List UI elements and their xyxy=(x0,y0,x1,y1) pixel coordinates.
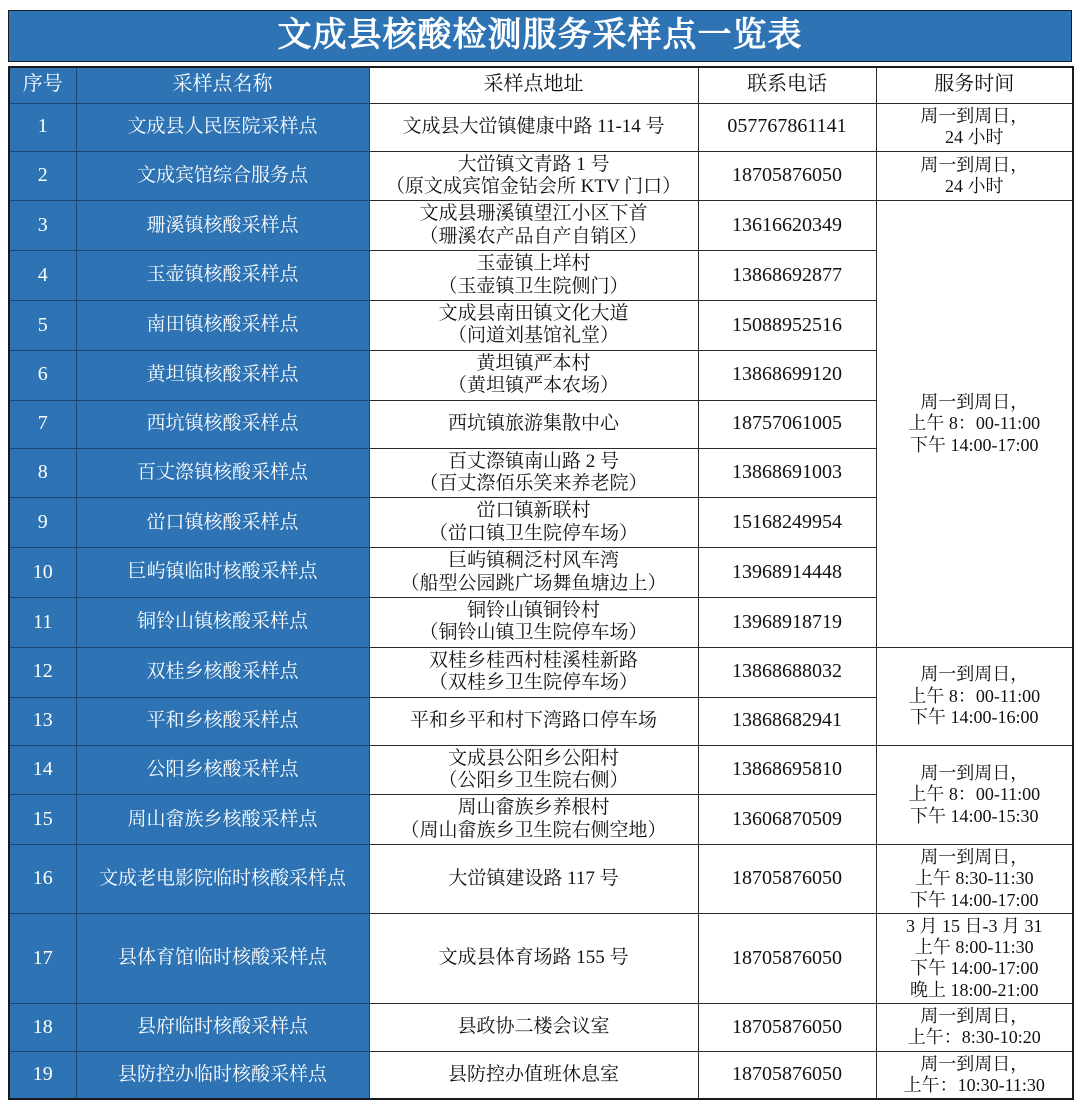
sampling-points-table xyxy=(8,66,1074,1100)
row-no-cell: 7 xyxy=(9,400,76,448)
row-no-cell: 8 xyxy=(9,448,76,498)
table-header xyxy=(9,67,1073,103)
row-no-cell: 14 xyxy=(9,745,76,795)
row-phone-cell: 13868699120 xyxy=(698,350,876,400)
row-phone-cell: 13868691003 xyxy=(698,448,876,498)
row-no-cell: 6 xyxy=(9,350,76,400)
table-row xyxy=(9,151,1073,201)
row-no-cell: 18 xyxy=(9,1003,76,1051)
row-no-cell: 3 xyxy=(9,201,76,251)
row-phone-cell: 13868692877 xyxy=(698,251,876,301)
row-service-time-cell: 周一到周日， 上午 8：00-11:00 下午 14:00-16:00 xyxy=(876,647,1073,745)
table-row xyxy=(9,1003,1073,1051)
col-header-name: 采样点名称 xyxy=(76,67,369,103)
col-header-phone: 联系电话 xyxy=(698,67,876,103)
row-address-cell: 县政协二楼会议室 xyxy=(369,1003,698,1051)
row-service-time-cell: 周一到周日， 24 小时 xyxy=(876,151,1073,201)
row-name-cell: 百丈漈镇核酸采样点 xyxy=(76,448,369,498)
table-row xyxy=(9,103,1073,151)
row-address-cell: 巨屿镇稠泛村风车湾 （船型公园跳广场舞鱼塘边上） xyxy=(369,548,698,598)
row-phone-cell: 13868688032 xyxy=(698,647,876,697)
row-phone-cell: 13616620349 xyxy=(698,201,876,251)
row-name-cell: 珊溪镇核酸采样点 xyxy=(76,201,369,251)
header-row xyxy=(9,67,1073,103)
row-phone-cell: 18705876050 xyxy=(698,845,876,914)
row-name-cell: 黄坦镇核酸采样点 xyxy=(76,350,369,400)
row-service-time-cell: 周一到周日， 上午：10:30-11:30 xyxy=(876,1051,1073,1099)
row-address-cell: 玉壶镇上垟村 （玉壶镇卫生院侧门） xyxy=(369,251,698,301)
row-phone-cell: 18705876050 xyxy=(698,1051,876,1099)
row-name-cell: 文成宾馆综合服务点 xyxy=(76,151,369,201)
row-no-cell: 17 xyxy=(9,913,76,1003)
row-no-cell: 12 xyxy=(9,647,76,697)
row-name-cell: 县防控办临时核酸采样点 xyxy=(76,1051,369,1099)
row-service-time-cell: 周一到周日， 上午 8：00-11:00 下午 14:00-15:30 xyxy=(876,745,1073,845)
row-address-cell: 文成县公阳乡公阳村 （公阳乡卫生院右侧） xyxy=(369,745,698,795)
row-no-cell: 15 xyxy=(9,795,76,845)
row-name-cell: 巨屿镇临时核酸采样点 xyxy=(76,548,369,598)
row-no-cell: 10 xyxy=(9,548,76,598)
row-address-cell: 文成县珊溪镇望江小区下首 （珊溪农产品自产自销区） xyxy=(369,201,698,251)
row-name-cell: 文成县人民医院采样点 xyxy=(76,103,369,151)
row-name-cell: 县府临时核酸采样点 xyxy=(76,1003,369,1051)
row-phone-cell: 13968914448 xyxy=(698,548,876,598)
row-name-cell: 平和乡核酸采样点 xyxy=(76,697,369,745)
row-name-cell: 县体育馆临时核酸采样点 xyxy=(76,913,369,1003)
row-service-time-cell: 周一到周日， 24 小时 xyxy=(876,103,1073,151)
row-phone-cell: 13868695810 xyxy=(698,745,876,795)
page-title: 文成县核酸检测服务采样点一览表 xyxy=(8,10,1072,62)
row-no-cell: 1 xyxy=(9,103,76,151)
row-no-cell: 2 xyxy=(9,151,76,201)
row-phone-cell: 18705876050 xyxy=(698,913,876,1003)
row-phone-cell: 13868682941 xyxy=(698,697,876,745)
row-name-cell: 西坑镇核酸采样点 xyxy=(76,400,369,448)
row-no-cell: 16 xyxy=(9,845,76,914)
table-row xyxy=(9,913,1073,1003)
row-name-cell: 公阳乡核酸采样点 xyxy=(76,745,369,795)
row-phone-cell: 057767861141 xyxy=(698,103,876,151)
row-address-cell: 大峃镇文青路 1 号 （原文成宾馆金钻会所 KTV 门口） xyxy=(369,151,698,201)
row-address-cell: 周山畲族乡养根村 （周山畲族乡卫生院右侧空地） xyxy=(369,795,698,845)
col-header-no: 序号 xyxy=(9,67,76,103)
row-address-cell: 大峃镇建设路 117 号 xyxy=(369,845,698,914)
row-address-cell: 西坑镇旅游集散中心 xyxy=(369,400,698,448)
row-no-cell: 19 xyxy=(9,1051,76,1099)
row-name-cell: 铜铃山镇核酸采样点 xyxy=(76,598,369,648)
row-name-cell: 双桂乡核酸采样点 xyxy=(76,647,369,697)
row-address-cell: 百丈漈镇南山路 2 号 （百丈漈佰乐笑来养老院） xyxy=(369,448,698,498)
row-no-cell: 13 xyxy=(9,697,76,745)
row-name-cell: 玉壶镇核酸采样点 xyxy=(76,251,369,301)
row-service-time-cell: 周一到周日， 上午 8：00-11:00 下午 14:00-17:00 xyxy=(876,201,1073,648)
row-phone-cell: 18705876050 xyxy=(698,1003,876,1051)
row-address-cell: 文成县南田镇文化大道 （问道刘基馆礼堂） xyxy=(369,300,698,350)
row-no-cell: 4 xyxy=(9,251,76,301)
row-phone-cell: 13968918719 xyxy=(698,598,876,648)
table-body xyxy=(9,103,1073,1099)
row-phone-cell: 18757061005 xyxy=(698,400,876,448)
row-address-cell: 县防控办值班休息室 xyxy=(369,1051,698,1099)
table-row xyxy=(9,745,1073,795)
table-row xyxy=(9,647,1073,697)
row-phone-cell: 15168249954 xyxy=(698,498,876,548)
row-address-cell: 铜铃山镇铜铃村 （铜铃山镇卫生院停车场） xyxy=(369,598,698,648)
row-name-cell: 南田镇核酸采样点 xyxy=(76,300,369,350)
row-no-cell: 11 xyxy=(9,598,76,648)
row-service-time-cell: 周一到周日， 上午 8:30-11:30 下午 14:00-17:00 xyxy=(876,845,1073,914)
row-address-cell: 双桂乡桂西村桂溪桂新路 （双桂乡卫生院停车场） xyxy=(369,647,698,697)
row-name-cell: 峃口镇核酸采样点 xyxy=(76,498,369,548)
table-row xyxy=(9,1051,1073,1099)
row-address-cell: 黄坦镇严本村 （黄坦镇严本农场） xyxy=(369,350,698,400)
row-no-cell: 9 xyxy=(9,498,76,548)
row-service-time-cell: 周一到周日， 上午：8:30-10:20 xyxy=(876,1003,1073,1051)
row-phone-cell: 15088952516 xyxy=(698,300,876,350)
col-header-time: 服务时间 xyxy=(876,67,1073,103)
row-service-time-cell: 3 月 15 日-3 月 31 上午 8:00-11:30 下午 14:00-17:00 晚上 18:00-21:00 xyxy=(876,913,1073,1003)
row-address-cell: 文成县大峃镇健康中路 11-14 号 xyxy=(369,103,698,151)
row-name-cell: 文成老电影院临时核酸采样点 xyxy=(76,845,369,914)
table-row xyxy=(9,201,1073,251)
row-no-cell: 5 xyxy=(9,300,76,350)
row-name-cell: 周山畲族乡核酸采样点 xyxy=(76,795,369,845)
table-row xyxy=(9,845,1073,914)
row-address-cell: 平和乡平和村下湾路口停车场 xyxy=(369,697,698,745)
row-address-cell: 文成县体育场路 155 号 xyxy=(369,913,698,1003)
col-header-address: 采样点地址 xyxy=(369,67,698,103)
row-address-cell: 峃口镇新联村 （峃口镇卫生院停车场） xyxy=(369,498,698,548)
row-phone-cell: 18705876050 xyxy=(698,151,876,201)
row-phone-cell: 13606870509 xyxy=(698,795,876,845)
